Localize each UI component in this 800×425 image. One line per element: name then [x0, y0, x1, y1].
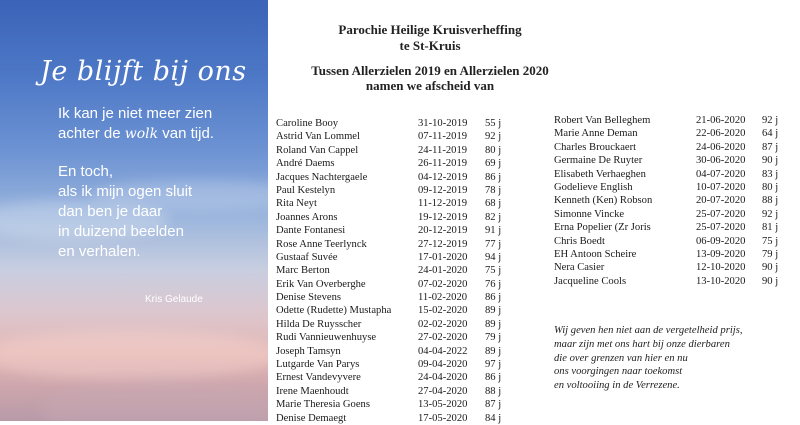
age-at-death: 94 j: [485, 251, 502, 263]
deceased-entry: [276, 130, 506, 143]
deceased-name: Robert Van Belleghem: [554, 115, 651, 126]
deceased-name: Charles Brouckaert: [554, 141, 637, 153]
deceased-entry: [276, 331, 506, 344]
cloud-shape: [0, 330, 268, 380]
closing-line: en voltooiing in de Verrezene.: [554, 380, 680, 392]
deceased-entry: [554, 261, 786, 274]
poem-title: Je blijft bij ons: [40, 56, 247, 87]
deceased-name: Erik Van Overberghe: [276, 278, 366, 290]
date-of-death: 24-04-2020: [418, 372, 468, 384]
date-of-death: 02-02-2020: [418, 318, 468, 330]
deceased-entry: [276, 385, 506, 398]
date-of-death: 26-11-2019: [418, 158, 468, 170]
date-of-death: 27-04-2020: [418, 385, 468, 397]
deceased-name: Marie Anne Deman: [554, 128, 638, 140]
age-at-death: 80 j: [485, 144, 502, 156]
deceased-name: Irene Maenhoudt: [276, 385, 349, 397]
closing-line: die over grenzen van hier en nu: [554, 352, 688, 364]
date-of-death: 04-04-2022: [418, 345, 468, 357]
deceased-entry: [276, 211, 506, 224]
age-at-death: 90 j: [762, 262, 779, 274]
deceased-name: Caroline Booy: [276, 118, 339, 129]
date-of-death: 04-12-2019: [418, 171, 468, 183]
age-at-death: 88 j: [485, 385, 502, 397]
poem-verse-1-line-2: [58, 124, 214, 144]
date-of-death: 27-12-2019: [418, 238, 468, 250]
deceased-name: Godelieve English: [554, 181, 633, 193]
date-of-death: 09-12-2019: [418, 184, 468, 196]
deceased-entry: [554, 127, 786, 140]
deceased-entry: [276, 318, 506, 331]
date-of-death: 24-11-2019: [418, 144, 468, 156]
date-of-death: 21-06-2020: [696, 115, 746, 126]
poem-verse-2-line: in duizend beelden: [58, 223, 184, 240]
deceased-name: Denise Stevens: [276, 292, 342, 304]
deceased-name: Kenneth (Ken) Robson: [554, 195, 653, 207]
deceased-entry: [276, 224, 506, 237]
date-of-death: 20-07-2020: [696, 195, 746, 207]
date-of-death: 27-02-2020: [418, 332, 468, 344]
parish-name: Parochie Heilige Kruisverheffing: [338, 22, 522, 37]
deceased-entry: [276, 345, 506, 358]
deceased-name: Germaine De Ruyter: [554, 155, 643, 167]
date-of-death: 13-09-2020: [696, 248, 746, 260]
age-at-death: 89 j: [485, 345, 502, 357]
deceased-name: Gustaaf Suvée: [276, 251, 338, 263]
date-of-death: 19-12-2019: [418, 211, 468, 223]
deceased-name: Paul Kestelyn: [276, 184, 336, 196]
age-at-death: 78 j: [485, 184, 502, 196]
deceased-name: Rose Anne Teerlynck: [276, 238, 367, 250]
period-heading: Tussen Allerzielen 2019 en Allerzielen 2020: [311, 63, 549, 78]
deceased-entry: [276, 144, 506, 157]
closing-text: [554, 324, 742, 393]
deceased-entry: [554, 194, 786, 207]
deceased-name: Jacqueline Cools: [554, 275, 627, 287]
deceased-name: Marie Theresia Goens: [276, 399, 370, 411]
age-at-death: 79 j: [762, 248, 779, 260]
age-at-death: 55 j: [485, 118, 502, 129]
date-of-death: 10-07-2020: [696, 181, 746, 193]
deceased-entry: [554, 208, 786, 221]
deceased-entry: [276, 197, 506, 210]
date-of-death: 17-05-2020: [418, 412, 468, 424]
age-at-death: 86 j: [485, 171, 502, 183]
deceased-name: Chris Boedt: [554, 235, 605, 247]
poem-verse-2-line: dan ben je daar: [58, 203, 163, 220]
date-of-death: 30-06-2020: [696, 155, 746, 167]
age-at-death: 88 j: [762, 195, 779, 207]
deceased-entry: [554, 235, 786, 248]
deceased-name: Joseph Tamsyn: [276, 345, 341, 357]
poem-text: van tijd.: [158, 125, 214, 142]
deceased-name: Jacques Nachtergaele: [276, 171, 368, 183]
age-at-death: 87 j: [485, 399, 502, 411]
deceased-entry: [276, 238, 506, 251]
poem-verse-2-line: als ik mijn ogen sluit: [58, 183, 193, 200]
date-of-death: 15-02-2020: [418, 305, 468, 317]
deceased-entry: [276, 371, 506, 384]
age-at-death: 90 j: [762, 275, 779, 287]
date-of-death: 20-12-2019: [418, 225, 468, 237]
age-at-death: 80 j: [762, 181, 779, 193]
memorial-image-panel: [0, 0, 268, 421]
deceased-name: Dante Fontanesi: [276, 225, 346, 237]
date-of-death: 17-01-2020: [418, 251, 468, 263]
date-of-death: 07-11-2019: [418, 131, 468, 143]
age-at-death: 91 j: [485, 225, 502, 237]
age-at-death: 75 j: [762, 235, 779, 247]
deceased-name: Elisabeth Verhaeghen: [554, 168, 646, 180]
deceased-name: Roland Van Cappel: [276, 144, 359, 156]
deceased-entry: [276, 278, 506, 291]
deceased-entry: [554, 168, 786, 181]
cloud-shape: [40, 380, 268, 421]
poem-verse-2-line: En toch,: [58, 163, 114, 180]
age-at-death: 92 j: [762, 208, 779, 220]
date-of-death: 22-06-2020: [696, 128, 746, 140]
age-at-death: 83 j: [762, 168, 779, 180]
date-of-death: 07-02-2020: [418, 278, 468, 290]
age-at-death: 81 j: [762, 222, 779, 234]
deceased-entry: [276, 398, 506, 411]
deceased-entry: [276, 264, 506, 277]
closing-line: ons voorgingen naar toekomst: [554, 366, 683, 378]
poem-author: Kris Gelaude: [145, 294, 203, 305]
date-of-death: 09-04-2020: [418, 359, 468, 371]
age-at-death: 75 j: [485, 265, 502, 277]
deceased-name: Nera Casier: [554, 262, 605, 274]
deceased-list-column-2: [554, 114, 786, 288]
poem-emphasis-word: wolk: [124, 126, 159, 142]
deceased-name: Erna Popelier (Zr Joris: [554, 222, 651, 234]
age-at-death: 77 j: [485, 238, 502, 250]
deceased-entry: [276, 157, 506, 170]
date-of-death: 25-07-2020: [696, 222, 746, 234]
age-at-death: 64 j: [762, 128, 779, 140]
poem-text: achter de: [58, 125, 125, 142]
deceased-list-column-1: [276, 117, 506, 425]
date-of-death: 24-06-2020: [696, 141, 746, 153]
deceased-name: Rudi Vannieuwenhuyse: [276, 332, 377, 344]
deceased-name: Denise Demaegt: [276, 412, 347, 424]
deceased-name: Lutgarde Van Parys: [276, 359, 360, 371]
parish-location: te St-Kruis: [399, 38, 461, 53]
date-of-death: 25-07-2020: [696, 208, 746, 220]
age-at-death: 87 j: [762, 141, 779, 153]
poem-verse-1-line-1: Ik kan je niet meer zien: [58, 105, 213, 122]
age-at-death: 79 j: [485, 332, 502, 344]
deceased-name: Odette (Rudette) Mustapha: [276, 305, 392, 317]
deceased-entry: [276, 291, 506, 304]
deceased-name: Simonne Vincke: [554, 208, 625, 220]
date-of-death: 04-07-2020: [696, 168, 746, 180]
age-at-death: 86 j: [485, 372, 502, 384]
date-of-death: 13-10-2020: [696, 275, 746, 287]
deceased-entry: [554, 154, 786, 167]
age-at-death: 82 j: [485, 211, 502, 223]
deceased-entry: [276, 412, 506, 425]
poem-verse-2-line: en verhalen.: [58, 243, 141, 260]
farewell-heading: namen we afscheid van: [365, 78, 495, 93]
date-of-death: 11-12-2019: [418, 198, 468, 210]
age-at-death: 86 j: [485, 292, 502, 304]
deceased-entry: [554, 114, 786, 127]
deceased-entry: [554, 221, 786, 234]
deceased-entry: [554, 141, 786, 154]
age-at-death: 84 j: [485, 412, 502, 424]
deceased-entry: [276, 358, 506, 371]
deceased-entry: [554, 181, 786, 194]
age-at-death: 90 j: [762, 155, 779, 167]
age-at-death: 76 j: [485, 278, 502, 290]
deceased-entry: [554, 248, 786, 261]
deceased-entry: [276, 117, 506, 130]
age-at-death: 97 j: [485, 359, 502, 371]
age-at-death: 92 j: [485, 131, 502, 143]
deceased-entry: [276, 184, 506, 197]
date-of-death: 31-10-2019: [418, 118, 468, 129]
age-at-death: 68 j: [485, 198, 502, 210]
date-of-death: 12-10-2020: [696, 262, 746, 274]
deceased-name: Hilda De Ruysscher: [276, 318, 362, 330]
deceased-name: Marc Berton: [276, 265, 330, 277]
deceased-entry: [554, 275, 786, 288]
closing-line: maar zijn met ons hart bij onze dierbaren: [554, 338, 730, 350]
date-of-death: 11-02-2020: [418, 292, 468, 304]
closing-line: Wij geven hen niet aan de vergetelheid prijs,: [554, 325, 743, 336]
age-at-death: 69 j: [485, 158, 502, 170]
deceased-name: Astrid Van Lommel: [276, 131, 360, 143]
deceased-entry: [276, 304, 506, 317]
deceased-name: EH Antoon Scheire: [554, 248, 637, 260]
date-of-death: 13-05-2020: [418, 399, 468, 411]
deceased-name: Joannes Arons: [276, 211, 338, 223]
age-at-death: 89 j: [485, 318, 502, 330]
deceased-name: Ernest Vandevyvere: [276, 372, 361, 384]
deceased-name: André Daems: [276, 158, 335, 170]
age-at-death: 89 j: [485, 305, 502, 317]
deceased-entry: [276, 251, 506, 264]
age-at-death: 92 j: [762, 115, 779, 126]
deceased-name: Rita Neyt: [276, 198, 317, 210]
date-of-death: 06-09-2020: [696, 235, 746, 247]
date-of-death: 24-01-2020: [418, 265, 468, 277]
deceased-entry: [276, 171, 506, 184]
